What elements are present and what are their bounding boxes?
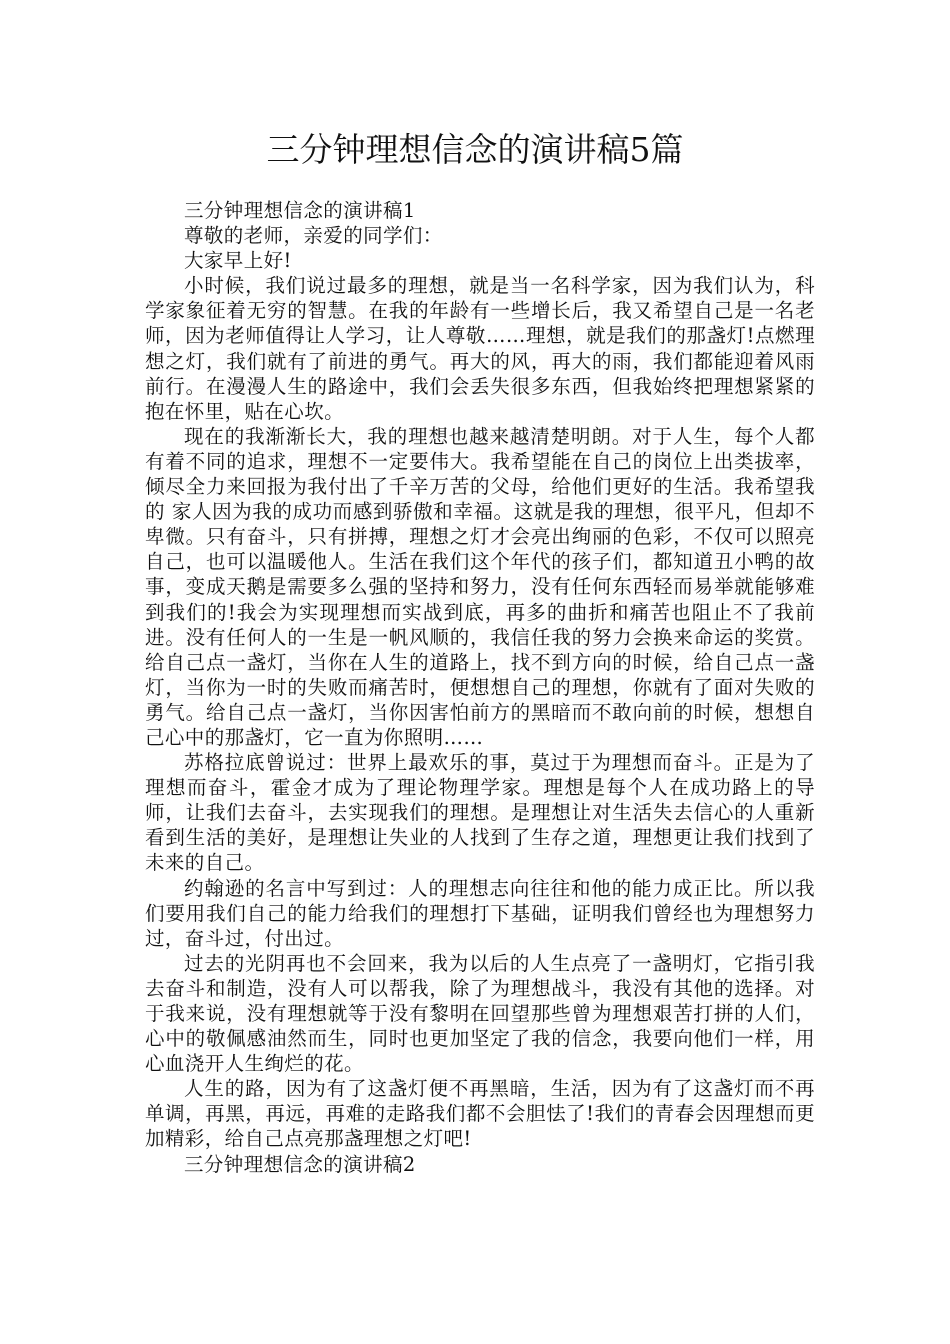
greeting: 大家早上好! — [184, 249, 292, 273]
document-body — [145, 198, 815, 1177]
paragraph: 过去的光阴再也不会回来，我为以后的人生点亮了一盏明灯，它指引我去奋斗和制造，没有人可以帮我，除了为理想战斗，我没有其他的选择。对于我来说，没有理想就等于没有黎明在回望那些曾为理想艰苦打拼的人们，心中的敬佩感油然而生，同时也更加坚定了我的信念，我要向他们一样，用心血浇开人生绚烂的花。 — [145, 951, 815, 1076]
paragraph: 现在的我渐渐长大，我的理想也越来越清楚明朗。对于人生，每个人都有着不同的追求，理想不一定要伟大。我希望能在自己的岗位上出类拔率，倾尽全力来回报为我付出了千辛万苦的父母，给他们更好的生活。我希望我的 家人因为我的成功而感到骄傲和幸福。这就是我的理想，很平凡，但却不卑微。只有奋斗，只有拼搏，理想之灯才会亮出绚丽的色彩，不仅可以照亮自己，也可以温暖他人。生活在我们这个年代的孩子们，都知道丑小鸭的故事，变成天鹅是需要多么强的坚持和努力，没有任何东西轻而易举就能够难到我们的!我会为实现理想而实战到底，再多的曲折和痛苦也阻止不了我前进。没有任何人的一生是一帆风顺的，我信任我的努力会换来命运的奖赏。给自己点一盏灯，当你在人生的道路上，找不到方向的时候，给自己点一盏灯，当你为一时的失败而痛苦时，便想想自己的理想，你就有了面对失败的勇气。给自己点一盏灯，当你因害怕前方的黑暗而不敢向前的时候，想想自己心中的那盏灯，它一直为你照明…… — [145, 424, 815, 749]
paragraph: 小时候，我们说过最多的理想，就是当一名科学家，因为我们认为，科学家象征着无穷的智慧。在我的年龄有一些增长后，我又希望自己是一名老师，因为老师值得让人学习，让人尊敬……理想，就是我们的那盏灯!点燃理想之灯，我们就有了前进的勇气。再大的风，再大的雨，我们都能迎着风雨前行。在漫漫人生的路途中，我们会丢失很多东西，但我始终把理想紧紧的抱在怀里，贴在心坎。 — [145, 274, 815, 423]
salutation: 尊敬的老师，亲爱的同学们： — [184, 224, 443, 248]
paragraph: 苏格拉底曾说过：世界上最欢乐的事，莫过于为理想而奋斗。正是为了理想而奋斗，霍金才成为了理论物理学家。理想是每个人在成功路上的导师，让我们去奋斗，去实现我们的理想。是理想让对生活失去信心的人重新看到生活的美好，是理想让失业的人找到了生存之道，理想更让我们找到了未来的自己。 — [145, 751, 815, 875]
section-heading-2: 三分钟理想信念的演讲稿2 — [184, 1152, 416, 1176]
document-title: 三分钟理想信念的演讲稿5篇 — [266, 130, 684, 169]
section-heading-1: 三分钟理想信念的演讲稿1 — [184, 199, 416, 222]
paragraph: 约翰逊的名言中写到过：人的理想志向往往和他的能力成正比。所以我们要用我们自己的能力给我们的理想打下基础，证明我们曾经也为理想努力过，奋斗过，付出过。 — [145, 876, 815, 950]
paragraph: 人生的路，因为有了这盏灯便不再黑暗，生活，因为有了这盏灯而不再单调，再黑，再远，再难的走路我们都不会胆怯了!我们的青春会因理想而更加精彩，给自己点亮那盏理想之灯吧! — [145, 1077, 815, 1151]
